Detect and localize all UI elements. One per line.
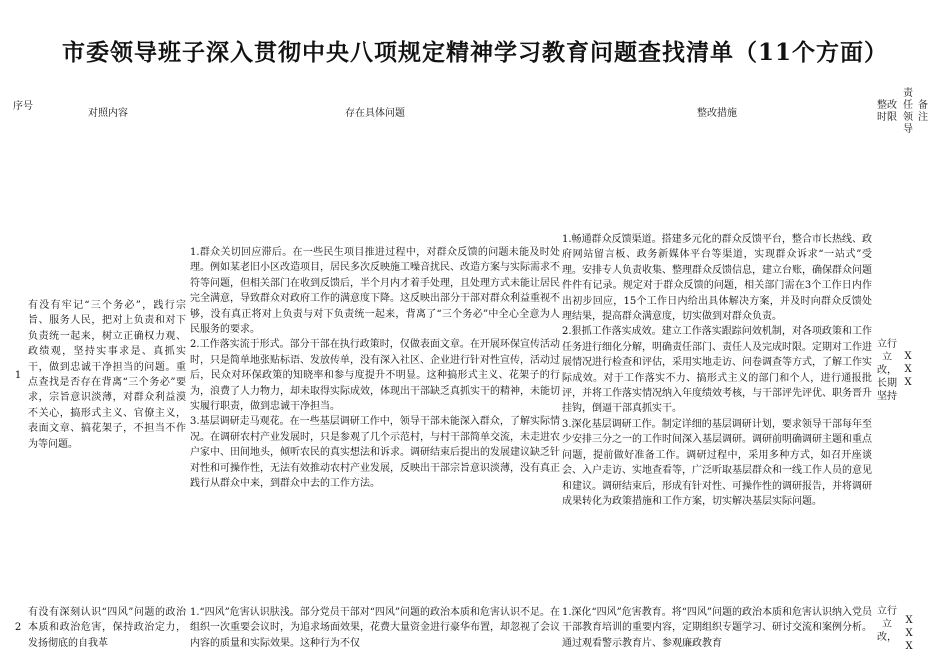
issue-item: 1.群众关切回应滞后。在一些民生项目推进过程中，对群众反馈的问题未能及时处理。例如某老旧小区改造项目，居民多次反映施工噪音扰民、改造方案与实际需求不符等问题，但相关部门在收到反馈后，半个月内才着手处理，且处理方式未能让居民完全满意，导致群众对政府工作的满意度下降。这反映出部分干部对群众利益重视不够，没有真正将对上负责与对下负责统一起来，背离了“三个务必”中全心全意为人民服务的要求。	[190, 247, 560, 336]
header-note: 备注	[918, 100, 928, 123]
measure-item: 3.深化基层调研工作。制定详细的基层调研计划，要求领导干部每年至少安排三分之一的工作时间深入基层调研。调研前明确调研主题和重点问题，提前做好准备工作。调研过程中，采用多种方式，如召开座谈会、入户走访、实地查看等，广泛听取基层群众和一线工作人员的意见和建议。调研结束后，形成有针对性、可操作性的调研报告，并将调研成果转化为政策措施和工作方案，切实解决基层实际问题。	[562, 418, 872, 507]
row2-measures	[562, 605, 872, 651]
row1-leader: XXX	[904, 351, 912, 388]
header-leader: 责任领导	[903, 88, 913, 135]
row2-deadline: 立行立改，	[877, 606, 897, 643]
measure-item: 1.深化“四风”危害教育。将“四风”问题的政治本质和危害认识纳入党员干部教育培训的重要内容，定期组织专题学习、研讨交流和案例分析。通过观看警示教育片、参观廉政教育	[562, 607, 872, 649]
row2-compare: 有没有深刻认识“四风”问题的政治本质和政治危害，保持政治定力，发扬彻底的自我革	[28, 607, 186, 649]
header-compare: 对照内容	[88, 108, 128, 119]
measure-item: 2.狠抓工作落实成效。建立工作落实跟踪问效机制，对各项政策和工作任务进行细化分解，明确责任部门、责任人及完成时限。定期对工作进展情况进行检查和评估，采用实地走访、问卷调查等方式，了解工作实际成效。对于工作落实不力、搞形式主义的部门和个人，进行通报批评，并将工作落实情况纳入年度绩效考核，与干部评先评优、职务晋升挂钩，倒逼干部真抓实干。	[562, 326, 872, 415]
row1-measures	[562, 232, 872, 509]
issue-item: 1.“四风”危害认识肤浅。部分党员干部对“四风”问题的政治本质和危害认识不足。在组织一次重要会议时，为追求场面效果，花费大量资金进行豪华布置，却忽视了会议内容的质量和实际效果。这种行为不仅	[190, 607, 560, 649]
issue-item: 2.工作落实流于形式。部分干部在执行政策时，仅做表面文章。在开展环保宣传活动时，只是简单地张贴标语、发放传单，没有深入社区、企业进行针对性宣传，活动过后，民众对环保政策的知晓率和参与度提升不明显。这种搞形式主义、花架子的行为，浪费了人力物力，却未取得实际成效，体现出干部缺乏真抓实干的精神，未能切实履行职责，做到忠诚干净担当。	[190, 339, 560, 413]
header-measures: 整改措施	[697, 108, 737, 119]
row1-issues	[190, 245, 560, 492]
issue-item: 3.基层调研走马观花。在一些基层调研工作中，领导干部未能深入群众，了解实际情况。在调研农村产业发展时，只是参观了几个示范村，与村干部简单交流，未走进农户家中、田间地头，倾听农民的真实想法和诉求。调研结束后提出的发展建议缺乏针对性和可操作性，无法有效推动农村产业发展，反映出干部宗旨意识淡薄，没有真正践行从群众中来，到群众中去的工作方法。	[190, 416, 560, 490]
header-seq: 序号	[13, 101, 33, 112]
row2-seq: 2	[14, 622, 22, 633]
row1-deadline: 立行立改，长期坚持	[877, 339, 897, 402]
measure-item: 1.畅通群众反馈渠道。搭建多元化的群众反馈平台，整合市长热线、政府网站留言板、政务新媒体平台等渠道，实现群众诉求“一站式”受理。安排专人负责收集、整理群众反馈信息，建立台账，确保群众问题件件有记录。规定对于群众反馈的问题，相关部门需在3个工作日内作出初步回应，15个工作日内给出具体解决方案，并及时向群众反馈处理结果，提高群众满意度，切实做到对群众负责。	[562, 234, 872, 323]
row2-leader: XXX	[905, 615, 913, 652]
row1-compare: 有没有牢记“三个务必”，践行宗旨、服务人民，把对上负责和对下负责统一起来，树立正确权力观、政绩观，坚持实事求是、真抓实干，做到忠诚干净担当的问题。重点查找是否存在背离“三个务必”要求，宗旨意识淡薄，对群众利益漠不关心，搞形式主义、官僚主义，表面文章、搞花架子，不担当不作为等问题。	[28, 300, 186, 450]
header-deadline: 整改时限	[877, 100, 897, 123]
header-issues: 存在具体问题	[345, 108, 405, 119]
page-title: 市委领导班子深入贯彻中央八项规定精神学习教育问题查找清单（11个方面）	[61, 39, 888, 66]
row2-issues	[190, 605, 560, 651]
row1-seq: 1	[14, 370, 22, 381]
